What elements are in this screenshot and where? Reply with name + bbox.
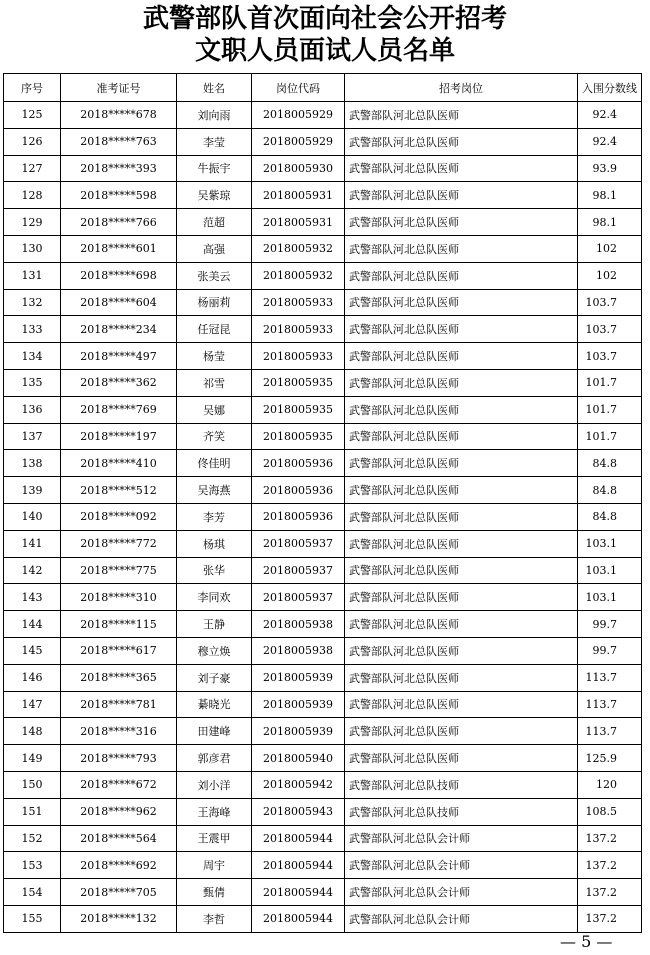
table-header-row [4, 74, 642, 102]
cell-position-code: 2018005936 [252, 503, 345, 530]
cell-position: 武警部队河北总队医师 [345, 503, 578, 530]
cell-serial: 140 [4, 503, 61, 530]
cell-serial: 150 [4, 771, 61, 798]
table-row [4, 691, 642, 718]
cell-serial: 135 [4, 369, 61, 396]
cell-serial: 147 [4, 691, 61, 718]
cell-name: 綦晓光 [177, 691, 252, 718]
table-row [4, 530, 642, 557]
cell-position-code: 2018005943 [252, 798, 345, 825]
cell-cutoff-score: 113.7 [578, 691, 642, 718]
cell-position-code: 2018005944 [252, 905, 345, 932]
cell-cutoff-score: 101.7 [578, 423, 642, 450]
cell-ticket-number: 2018*****678 [61, 102, 177, 129]
cell-cutoff-score: 84.8 [578, 477, 642, 504]
cell-position-code: 2018005940 [252, 745, 345, 772]
cell-serial: 154 [4, 879, 61, 906]
cell-serial: 126 [4, 128, 61, 155]
cell-position: 武警部队河北总队医师 [345, 691, 578, 718]
cell-ticket-number: 2018*****763 [61, 128, 177, 155]
cell-cutoff-score: 92.4 [578, 102, 642, 129]
header-cutoff-score: 入围分数线 [578, 74, 642, 102]
cell-name: 王震甲 [177, 825, 252, 852]
cell-name: 李莹 [177, 128, 252, 155]
cell-serial: 131 [4, 262, 61, 289]
cell-cutoff-score: 103.7 [578, 316, 642, 343]
table-row [4, 637, 642, 664]
cell-serial: 144 [4, 611, 61, 638]
cell-position: 武警部队河北总队会计师 [345, 825, 578, 852]
cell-name: 王静 [177, 611, 252, 638]
cell-serial: 155 [4, 905, 61, 932]
cell-position-code: 2018005942 [252, 771, 345, 798]
cell-name: 吴紫琼 [177, 182, 252, 209]
cell-name: 吴海燕 [177, 477, 252, 504]
cell-position: 武警部队河北总队医师 [345, 477, 578, 504]
cell-serial: 127 [4, 155, 61, 182]
cell-serial: 128 [4, 182, 61, 209]
cell-ticket-number: 2018*****497 [61, 343, 177, 370]
table-row [4, 557, 642, 584]
table-row [4, 771, 642, 798]
cell-position-code: 2018005939 [252, 664, 345, 691]
cell-position: 武警部队河北总队医师 [345, 316, 578, 343]
cell-position: 武警部队河北总队医师 [345, 557, 578, 584]
cell-cutoff-score: 102 [578, 262, 642, 289]
cell-cutoff-score: 103.1 [578, 530, 642, 557]
cell-serial: 141 [4, 530, 61, 557]
cell-position-code: 2018005932 [252, 262, 345, 289]
table-row [4, 155, 642, 182]
cell-position-code: 2018005931 [252, 209, 345, 236]
cell-cutoff-score: 103.1 [578, 557, 642, 584]
table-row [4, 182, 642, 209]
table-row [4, 289, 642, 316]
cell-position-code: 2018005932 [252, 235, 345, 262]
document-title: 武警部队首次面向社会公开招考 [142, 4, 507, 34]
table-row [4, 745, 642, 772]
cell-ticket-number: 2018*****564 [61, 825, 177, 852]
cell-cutoff-score: 101.7 [578, 396, 642, 423]
cell-ticket-number: 2018*****775 [61, 557, 177, 584]
cell-ticket-number: 2018*****393 [61, 155, 177, 182]
cell-position-code: 2018005929 [252, 102, 345, 129]
cell-position: 武警部队河北总队医师 [345, 584, 578, 611]
table-row [4, 128, 642, 155]
cell-ticket-number: 2018*****362 [61, 369, 177, 396]
cell-cutoff-score: 108.5 [578, 798, 642, 825]
page-number: — 5 — [560, 932, 613, 951]
cell-ticket-number: 2018*****310 [61, 584, 177, 611]
cell-position: 武警部队河北总队医师 [345, 289, 578, 316]
cell-ticket-number: 2018*****197 [61, 423, 177, 450]
cell-cutoff-score: 137.2 [578, 905, 642, 932]
table-row [4, 825, 642, 852]
cell-name: 佟佳明 [177, 450, 252, 477]
cell-ticket-number: 2018*****115 [61, 611, 177, 638]
header-position: 招考岗位 [345, 74, 578, 102]
cell-name: 张美云 [177, 262, 252, 289]
cell-cutoff-score: 84.8 [578, 450, 642, 477]
cell-ticket-number: 2018*****316 [61, 718, 177, 745]
cell-position: 武警部队河北总队医师 [345, 182, 578, 209]
table-row [4, 664, 642, 691]
cell-ticket-number: 2018*****132 [61, 905, 177, 932]
cell-ticket-number: 2018*****410 [61, 450, 177, 477]
cell-cutoff-score: 98.1 [578, 182, 642, 209]
cell-position-code: 2018005935 [252, 396, 345, 423]
cell-ticket-number: 2018*****601 [61, 235, 177, 262]
table-row [4, 879, 642, 906]
cell-name: 田建峰 [177, 718, 252, 745]
cell-serial: 143 [4, 584, 61, 611]
cell-position: 武警部队河北总队医师 [345, 450, 578, 477]
cell-cutoff-score: 84.8 [578, 503, 642, 530]
cell-position: 武警部队河北总队医师 [345, 664, 578, 691]
cell-cutoff-score: 120 [578, 771, 642, 798]
cell-serial: 136 [4, 396, 61, 423]
cell-ticket-number: 2018*****512 [61, 477, 177, 504]
cell-ticket-number: 2018*****705 [61, 879, 177, 906]
cell-cutoff-score: 113.7 [578, 664, 642, 691]
cell-position-code: 2018005944 [252, 852, 345, 879]
cell-position-code: 2018005935 [252, 423, 345, 450]
cell-position: 武警部队河北总队会计师 [345, 879, 578, 906]
cell-name: 吴娜 [177, 396, 252, 423]
cell-position-code: 2018005944 [252, 825, 345, 852]
candidate-table [3, 73, 642, 933]
table-row [4, 477, 642, 504]
table-row [4, 798, 642, 825]
cell-position: 武警部队河北总队医师 [345, 128, 578, 155]
cell-position: 武警部队河北总队技师 [345, 771, 578, 798]
cell-ticket-number: 2018*****672 [61, 771, 177, 798]
cell-position-code: 2018005944 [252, 879, 345, 906]
cell-position-code: 2018005937 [252, 584, 345, 611]
cell-serial: 129 [4, 209, 61, 236]
cell-serial: 152 [4, 825, 61, 852]
cell-position: 武警部队河北总队医师 [345, 209, 578, 236]
table-row [4, 262, 642, 289]
cell-ticket-number: 2018*****234 [61, 316, 177, 343]
cell-position: 武警部队河北总队医师 [345, 155, 578, 182]
cell-serial: 137 [4, 423, 61, 450]
table-row [4, 396, 642, 423]
cell-name: 张华 [177, 557, 252, 584]
cell-name: 祁雪 [177, 369, 252, 396]
cell-position-code: 2018005930 [252, 155, 345, 182]
table-row [4, 450, 642, 477]
cell-name: 李同欢 [177, 584, 252, 611]
cell-position: 武警部队河北总队医师 [345, 745, 578, 772]
cell-ticket-number: 2018*****365 [61, 664, 177, 691]
cell-name: 李哲 [177, 905, 252, 932]
table-row [4, 423, 642, 450]
cell-name: 王海峰 [177, 798, 252, 825]
cell-position-code: 2018005933 [252, 316, 345, 343]
cell-position: 武警部队河北总队医师 [345, 718, 578, 745]
cell-ticket-number: 2018*****092 [61, 503, 177, 530]
table-row [4, 852, 642, 879]
cell-name: 杨莹 [177, 343, 252, 370]
cell-cutoff-score: 99.7 [578, 611, 642, 638]
cell-position-code: 2018005936 [252, 477, 345, 504]
table-row [4, 209, 642, 236]
cell-cutoff-score: 125.9 [578, 745, 642, 772]
cell-cutoff-score: 102 [578, 235, 642, 262]
table-row [4, 102, 642, 129]
cell-cutoff-score: 99.7 [578, 637, 642, 664]
cell-cutoff-score: 113.7 [578, 718, 642, 745]
table-row [4, 369, 642, 396]
cell-ticket-number: 2018*****962 [61, 798, 177, 825]
cell-serial: 148 [4, 718, 61, 745]
cell-position: 武警部队河北总队医师 [345, 396, 578, 423]
cell-position: 武警部队河北总队技师 [345, 798, 578, 825]
cell-serial: 139 [4, 477, 61, 504]
cell-name: 牛振宇 [177, 155, 252, 182]
cell-serial: 138 [4, 450, 61, 477]
cell-cutoff-score: 93.9 [578, 155, 642, 182]
cell-serial: 153 [4, 852, 61, 879]
cell-name: 穆立焕 [177, 637, 252, 664]
cell-cutoff-score: 137.2 [578, 852, 642, 879]
cell-serial: 133 [4, 316, 61, 343]
cell-ticket-number: 2018*****793 [61, 745, 177, 772]
cell-name: 刘向雨 [177, 102, 252, 129]
cell-name: 郭彦君 [177, 745, 252, 772]
cell-cutoff-score: 101.7 [578, 369, 642, 396]
cell-position-code: 2018005938 [252, 637, 345, 664]
cell-position: 武警部队河北总队会计师 [345, 852, 578, 879]
header-name: 姓名 [177, 74, 252, 102]
cell-position: 武警部队河北总队医师 [345, 262, 578, 289]
cell-position-code: 2018005938 [252, 611, 345, 638]
cell-name: 高强 [177, 235, 252, 262]
cell-serial: 132 [4, 289, 61, 316]
table-row [4, 343, 642, 370]
cell-name: 甄倩 [177, 879, 252, 906]
cell-position: 武警部队河北总队医师 [345, 369, 578, 396]
cell-name: 范超 [177, 209, 252, 236]
cell-name: 李芳 [177, 503, 252, 530]
cell-position-code: 2018005933 [252, 289, 345, 316]
table-row [4, 718, 642, 745]
cell-serial: 134 [4, 343, 61, 370]
cell-position-code: 2018005931 [252, 182, 345, 209]
cell-position: 武警部队河北总队医师 [345, 423, 578, 450]
cell-serial: 130 [4, 235, 61, 262]
cell-cutoff-score: 98.1 [578, 209, 642, 236]
table-row [4, 235, 642, 262]
cell-cutoff-score: 103.7 [578, 343, 642, 370]
cell-position: 武警部队河北总队医师 [345, 530, 578, 557]
cell-name: 任冠昆 [177, 316, 252, 343]
cell-position-code: 2018005939 [252, 718, 345, 745]
cell-ticket-number: 2018*****604 [61, 289, 177, 316]
table-row [4, 316, 642, 343]
table-row [4, 503, 642, 530]
cell-position-code: 2018005939 [252, 691, 345, 718]
cell-ticket-number: 2018*****781 [61, 691, 177, 718]
cell-serial: 146 [4, 664, 61, 691]
cell-position-code: 2018005936 [252, 450, 345, 477]
cell-name: 杨丽莉 [177, 289, 252, 316]
cell-name: 齐笑 [177, 423, 252, 450]
cell-cutoff-score: 92.4 [578, 128, 642, 155]
cell-position-code: 2018005935 [252, 369, 345, 396]
table-row [4, 905, 642, 932]
cell-position: 武警部队河北总队会计师 [345, 905, 578, 932]
cell-position: 武警部队河北总队医师 [345, 102, 578, 129]
cell-ticket-number: 2018*****598 [61, 182, 177, 209]
header-ticket-number: 准考证号 [61, 74, 177, 102]
cell-position-code: 2018005937 [252, 530, 345, 557]
cell-position-code: 2018005937 [252, 557, 345, 584]
cell-ticket-number: 2018*****692 [61, 852, 177, 879]
cell-serial: 142 [4, 557, 61, 584]
cell-position: 武警部队河北总队医师 [345, 611, 578, 638]
header-position-code: 岗位代码 [252, 74, 345, 102]
cell-serial: 149 [4, 745, 61, 772]
header-serial: 序号 [4, 74, 61, 102]
cell-name: 杨琪 [177, 530, 252, 557]
cell-position: 武警部队河北总队医师 [345, 343, 578, 370]
cell-ticket-number: 2018*****766 [61, 209, 177, 236]
cell-serial: 125 [4, 102, 61, 129]
cell-ticket-number: 2018*****772 [61, 530, 177, 557]
cell-ticket-number: 2018*****617 [61, 637, 177, 664]
cell-ticket-number: 2018*****698 [61, 262, 177, 289]
cell-name: 周宇 [177, 852, 252, 879]
table-body [4, 102, 642, 933]
cell-position-code: 2018005933 [252, 343, 345, 370]
table-row [4, 611, 642, 638]
cell-position-code: 2018005929 [252, 128, 345, 155]
cell-cutoff-score: 137.2 [578, 879, 642, 906]
cell-serial: 151 [4, 798, 61, 825]
table-row [4, 584, 642, 611]
cell-position: 武警部队河北总队医师 [345, 637, 578, 664]
cell-ticket-number: 2018*****769 [61, 396, 177, 423]
document-subtitle: 文职人员面试人员名单 [194, 36, 455, 66]
cell-serial: 145 [4, 637, 61, 664]
cell-name: 刘小洋 [177, 771, 252, 798]
cell-cutoff-score: 103.1 [578, 584, 642, 611]
cell-position: 武警部队河北总队医师 [345, 235, 578, 262]
cell-cutoff-score: 137.2 [578, 825, 642, 852]
cell-cutoff-score: 103.7 [578, 289, 642, 316]
cell-name: 刘子豪 [177, 664, 252, 691]
